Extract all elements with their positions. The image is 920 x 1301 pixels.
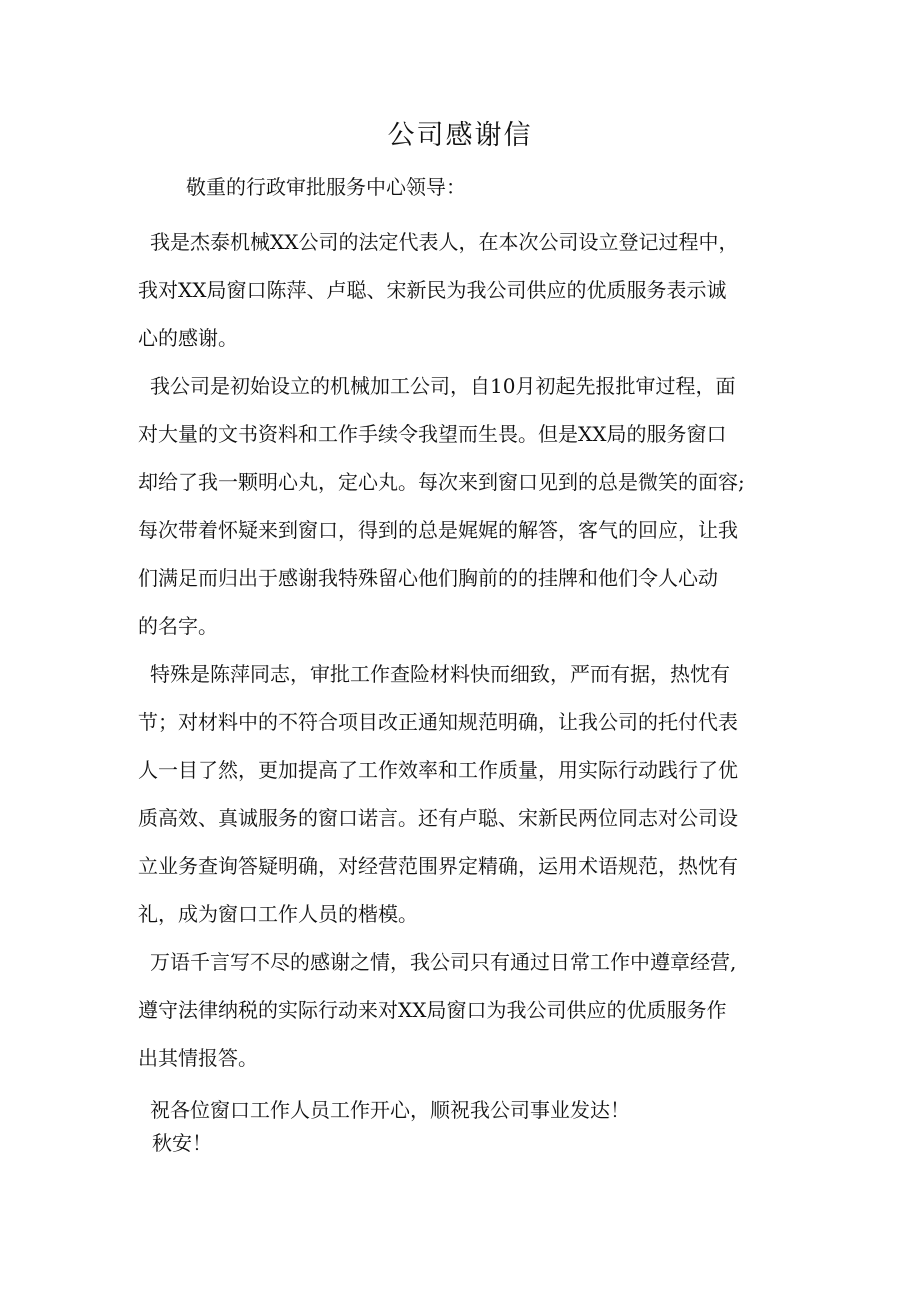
paragraph-line: 人一目了然，更加提高了工作效率和工作质量，用实际行动践行了优: [138, 758, 738, 782]
paragraph-line: 每次带着怀疑来到窗口，得到的总是娓娓的解答，客气的回应，让我: [138, 518, 738, 542]
paragraph-line: 心的感谢。: [138, 326, 238, 350]
paragraph-line: 对大量的文书资料和工作手续令我望而生畏。但是XX局的服务窗口: [138, 422, 727, 446]
paragraph-line: 我公司是初始设立的机械加工公司，自10月初起先报批审过程，面: [150, 374, 736, 398]
paragraph-3: [138, 650, 788, 938]
paragraph-line: 特殊是陈萍同志，审批工作查险材料快而细致，严而有据，热忱有: [150, 662, 730, 686]
paragraph-line: 却给了我一颗明心丸，定心丸。每次来到窗口见到的总是微笑的面容;: [138, 470, 745, 494]
paragraph-line: 出其情报答。: [138, 1046, 258, 1070]
paragraph-line: 立业务查询答疑明确，对经营范围界定精确，运用术语规范，热忱有: [138, 854, 738, 878]
paragraph-line: 节；对材料中的不符合项目改正通知规范明确，让我公司的托付代表: [138, 710, 738, 734]
paragraph-line: 们满足而归出于感谢我特殊留心他们胸前的的挂牌和他们令人心动: [138, 566, 718, 590]
paragraph-1: [138, 218, 788, 362]
paragraph-line: 礼，成为窗口工作人员的楷模。: [138, 902, 418, 926]
paragraph-line: 遵守法律纳税的实际行动来对XX局窗口为我公司供应的优质服务作: [138, 998, 727, 1022]
paragraph-line: 我对XX局窗口陈萍、卢聪、宋新民为我公司供应的优质服务表示诚: [138, 278, 727, 302]
paragraph-4: [138, 938, 788, 1082]
paragraph-2: [138, 362, 788, 650]
closing-wish: 祝各位窗口工作人员工作开心，顺祝我公司事业发达！: [150, 1098, 630, 1122]
closing-greeting: 秋安！: [152, 1131, 212, 1155]
paragraph-line: 质高效、真诚服务的窗口诺言。还有卢聪、宋新民两位同志对公司设: [138, 806, 738, 830]
letter-salutation: 敬重的行政审批服务中心领导：: [186, 175, 466, 199]
letter-title: 公司感谢信: [387, 120, 533, 151]
paragraph-line: 的名字。: [138, 614, 218, 638]
paragraph-line: 万语千言写不尽的感谢之情，我公司只有通过日常工作中遵章经营,: [150, 950, 737, 974]
paragraph-line: 我是杰泰机械XX公司的法定代表人，在本次公司设立登记过程中，: [150, 230, 739, 254]
